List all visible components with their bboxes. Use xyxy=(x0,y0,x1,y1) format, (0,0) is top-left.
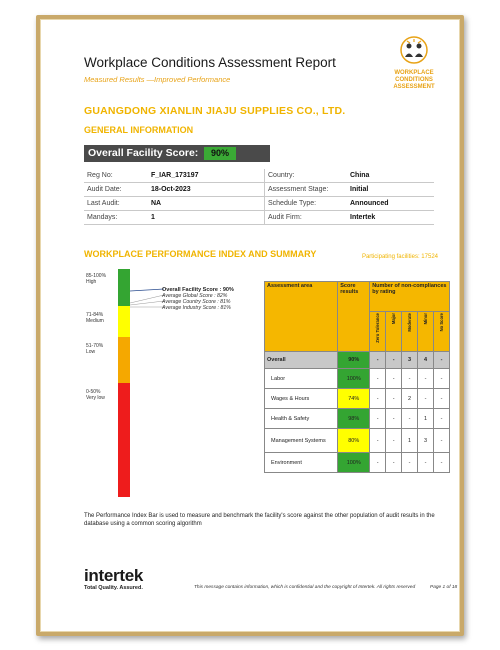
rating-moderate xyxy=(402,312,418,352)
info-value: NA xyxy=(148,197,265,211)
overall-score-label: Overall Facility Score: xyxy=(88,147,199,159)
count-cell: - xyxy=(370,352,386,369)
rating-label: Zero Tolerance xyxy=(375,313,381,343)
intertek-logo: intertek xyxy=(84,566,144,585)
count-cell: - xyxy=(370,389,386,409)
count-cell: - xyxy=(370,369,386,389)
tagline: Total Quality. Assured. xyxy=(84,585,143,591)
overall-score-value: 90% xyxy=(204,147,236,160)
table-row xyxy=(84,183,434,197)
band-level: Medium xyxy=(86,318,104,324)
report-page xyxy=(40,19,460,632)
count-cell: - xyxy=(370,409,386,429)
band-range: 0-50% xyxy=(86,389,101,395)
performance-index-note: The Performance Index Bar is used to measure and benchmark the facility's score against the other population of audit results in the database using a common scoring algorithm xyxy=(84,513,435,527)
info-value: Initial xyxy=(347,183,434,197)
area-name: Management Systems xyxy=(265,429,338,453)
area-score: 100% xyxy=(338,369,370,389)
count-cell: - xyxy=(386,409,402,429)
logo-line-2: CONDITIONS xyxy=(395,77,433,83)
col-header-area: Assessment area xyxy=(265,282,338,352)
count-cell: - xyxy=(418,389,434,409)
logo-line-3: ASSESSMENT xyxy=(393,84,435,90)
global-score-note: Average Global Score : 82% xyxy=(162,293,228,299)
area-name: Overall xyxy=(265,352,338,369)
band-high xyxy=(118,269,130,306)
area-score: 80% xyxy=(338,429,370,453)
count-cell: 3 xyxy=(402,352,418,369)
count-cell: - xyxy=(386,369,402,389)
info-key: Audit Firm: xyxy=(265,211,348,225)
count-cell: 3 xyxy=(418,429,434,453)
area-score: 100% xyxy=(338,453,370,473)
band-range: 51-70% xyxy=(86,343,104,349)
count-cell: - xyxy=(386,352,402,369)
count-cell: 4 xyxy=(418,352,434,369)
page-number: Page 1 of 18 xyxy=(430,585,458,590)
band-label-medium xyxy=(86,312,104,324)
count-cell: - xyxy=(386,453,402,473)
count-cell: - xyxy=(370,453,386,473)
band-low xyxy=(118,337,130,383)
area-name: Health & Safety xyxy=(265,409,338,429)
info-key: Reg No: xyxy=(84,169,148,183)
count-cell: - xyxy=(418,369,434,389)
table-row xyxy=(84,169,434,183)
score-pointer-lines xyxy=(130,283,166,313)
overall-score-note: Overall Facility Score : 90% xyxy=(162,287,234,293)
info-value: Announced xyxy=(347,197,434,211)
rating-label: No Score xyxy=(439,313,444,332)
area-score: 90% xyxy=(338,352,370,369)
table-row xyxy=(265,389,450,409)
band-level: Low xyxy=(86,349,96,355)
count-cell: - xyxy=(434,389,450,409)
rating-label: Moderate xyxy=(407,313,413,332)
count-cell: - xyxy=(418,453,434,473)
count-cell: - xyxy=(434,409,450,429)
picture-frame xyxy=(36,15,464,636)
area-name: Environment xyxy=(265,453,338,473)
count-cell: 2 xyxy=(402,389,418,409)
performance-heading: WORKPLACE PERFORMANCE INDEX AND SUMMARY xyxy=(84,249,317,259)
table-row xyxy=(265,352,450,369)
country-score-note: Average Country Score : 81% xyxy=(162,299,231,305)
overall-score-banner xyxy=(84,145,270,162)
rating-label: Minor xyxy=(423,313,429,325)
count-cell: 1 xyxy=(418,409,434,429)
info-value: F_IAR_173197 xyxy=(148,169,265,183)
info-value: 18-Oct-2023 xyxy=(148,183,265,197)
band-medium xyxy=(118,306,130,337)
rating-label: Major xyxy=(391,313,397,325)
table-row xyxy=(84,211,434,225)
rating-major xyxy=(386,312,402,352)
rating-minor xyxy=(418,312,434,352)
count-cell: 1 xyxy=(402,429,418,453)
area-score: 98% xyxy=(338,409,370,429)
area-score: 74% xyxy=(338,389,370,409)
info-key: Mandays: xyxy=(84,211,148,225)
general-info-table xyxy=(84,169,434,225)
info-key: Last Audit: xyxy=(84,197,148,211)
info-value: China xyxy=(347,169,434,183)
count-cell: - xyxy=(434,429,450,453)
score-notes xyxy=(162,287,234,311)
info-key: Audit Date: xyxy=(84,183,148,197)
count-cell: - xyxy=(370,429,386,453)
band-level: Very low xyxy=(86,395,105,401)
band-range: 85-100% xyxy=(86,273,107,279)
col-header-noncompliance: Number of non-compliances by rating xyxy=(370,282,450,312)
band-level: High xyxy=(86,279,97,285)
participating-facilities: Participating facilities: 17524 xyxy=(361,254,438,260)
company-name: GUANGDONG XIANLIN JIAJU SUPPLIES CO., LTD. xyxy=(84,105,346,117)
table-row xyxy=(265,429,450,453)
band-label-very-low xyxy=(86,389,105,401)
general-info-heading: GENERAL INFORMATION xyxy=(84,125,194,135)
info-key: Assessment Stage: xyxy=(265,183,348,197)
report-title: Workplace Conditions Assessment Report xyxy=(84,55,336,70)
logo-line-1: WORKPLACE xyxy=(394,70,434,76)
count-cell: - xyxy=(434,369,450,389)
count-cell: - xyxy=(386,429,402,453)
count-cell: - xyxy=(402,453,418,473)
table-row xyxy=(84,197,434,211)
band-label-high xyxy=(86,273,106,285)
band-very-low xyxy=(118,383,130,497)
info-key: Country: xyxy=(265,169,348,183)
wca-logo xyxy=(384,35,444,103)
info-key: Schedule Type: xyxy=(265,197,348,211)
area-name: Labor xyxy=(265,369,338,389)
results-table xyxy=(264,281,450,473)
area-name: Wages & Hours xyxy=(265,389,338,409)
info-value: 1 xyxy=(148,211,265,225)
industry-score-note: Average Industry Score : 81% xyxy=(162,305,231,311)
info-value: Intertek xyxy=(347,211,434,225)
confidentiality-note: This message contains information, which is confidential and the copyright of Intertek. All rights reserved xyxy=(194,585,416,590)
table-row xyxy=(265,409,450,429)
count-cell: - xyxy=(402,369,418,389)
count-cell: - xyxy=(434,453,450,473)
band-label-low xyxy=(86,343,103,355)
count-cell: - xyxy=(402,409,418,429)
col-header-score: Score results xyxy=(338,282,370,352)
table-row xyxy=(265,282,450,312)
report-subtitle: Measured Results —Improved Performance xyxy=(84,75,231,84)
table-row xyxy=(265,369,450,389)
count-cell: - xyxy=(386,389,402,409)
band-range: 71-84% xyxy=(86,312,104,318)
rating-no-score xyxy=(434,312,450,352)
count-cell: - xyxy=(434,352,450,369)
wca-logo-icon xyxy=(399,35,429,65)
table-row xyxy=(265,453,450,473)
rating-zero-tolerance xyxy=(370,312,386,352)
